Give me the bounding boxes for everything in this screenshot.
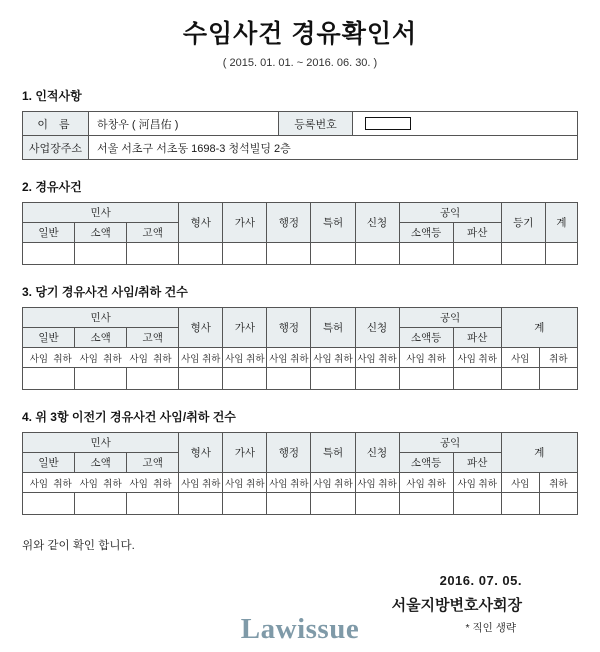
sub-label: 취하	[334, 353, 353, 365]
sub-label-group-family	[223, 473, 267, 493]
sub-label-group-application	[355, 348, 399, 368]
header-civil: 민사	[23, 433, 179, 453]
sub-label-group-public-small	[399, 473, 453, 493]
previous-resign-table	[22, 432, 578, 515]
office-address-label: 사업장주소	[23, 136, 89, 160]
cell-value	[311, 368, 355, 390]
sub-label: 취하	[202, 353, 221, 365]
sub-label-group-criminal	[179, 348, 223, 368]
header-criminal: 형사	[179, 433, 223, 473]
cell-value	[223, 243, 267, 265]
section-personal-info	[22, 87, 578, 160]
cell-value	[399, 243, 453, 265]
sub-label: 취하	[478, 478, 497, 490]
sub-label: 사임	[406, 353, 425, 365]
sub-label: 사임	[79, 478, 98, 490]
cell-value	[399, 493, 453, 515]
sub-label-group-public-bankruptcy	[453, 348, 501, 368]
cell-value	[267, 368, 311, 390]
header-civil-large: 고액	[127, 223, 179, 243]
sub-label: 사임	[457, 353, 476, 365]
header-family: 가사	[223, 308, 267, 348]
header-criminal: 형사	[179, 203, 223, 243]
sub-label: 사임	[269, 478, 288, 490]
cell-value	[179, 493, 223, 515]
sub-label: 취하	[246, 353, 265, 365]
header-row-top	[23, 308, 578, 328]
header-patent: 특허	[311, 308, 355, 348]
header-civil-large: 고액	[127, 453, 179, 473]
sub-label-group-family	[223, 348, 267, 368]
sub-label-group-criminal	[179, 473, 223, 493]
sub-label-group-application	[355, 473, 399, 493]
cell-value	[23, 368, 75, 390]
header-total: 계	[501, 308, 577, 348]
cell-value	[179, 243, 223, 265]
table-row	[23, 243, 578, 265]
sub-label-group-administrative	[267, 348, 311, 368]
sub-label-group-patent	[311, 473, 355, 493]
header-application: 신청	[355, 308, 399, 348]
sub-label: 취하	[246, 478, 265, 490]
sub-label-group-administrative	[267, 473, 311, 493]
table-row	[23, 112, 578, 136]
header-public-interest: 공익	[399, 308, 501, 328]
cell-value	[453, 243, 501, 265]
header-public-bankruptcy: 파산	[453, 223, 501, 243]
sub-label: 사임	[181, 478, 200, 490]
office-address-value: 서울 서초구 서초동 1698-3 청석빌딩 2층	[89, 136, 578, 160]
header-total: 계	[545, 203, 577, 243]
header-public-small: 소액등	[399, 328, 453, 348]
cell-value	[355, 243, 399, 265]
table-row	[23, 136, 578, 160]
reg-number-value	[353, 112, 578, 136]
cell-value	[267, 243, 311, 265]
header-civil: 민사	[23, 308, 179, 328]
cell-value	[355, 493, 399, 515]
header-civil-large: 고액	[127, 328, 179, 348]
sub-label: 사임	[313, 353, 332, 365]
subheader-row-resign-withdraw	[23, 473, 578, 493]
header-public-small: 소액등	[399, 223, 453, 243]
sub-label: 취하	[378, 353, 397, 365]
sub-label: 취하	[53, 353, 72, 365]
cell-value	[223, 368, 267, 390]
signature-seal-note: * 직인 생략	[465, 622, 516, 634]
section1-title: 1. 인적사항	[22, 89, 82, 103]
personal-info-table	[22, 111, 578, 160]
section4-title: 4. 위 3항 이전기 경유사건 사임/취하 건수	[22, 410, 236, 424]
cell-value	[223, 493, 267, 515]
header-public-bankruptcy: 파산	[453, 328, 501, 348]
cell-value	[453, 368, 501, 390]
header-administrative: 행정	[267, 308, 311, 348]
sub-label-total-withdraw: 취하	[539, 473, 577, 493]
cell-value	[23, 493, 75, 515]
sub-label: 사임	[29, 478, 49, 490]
sub-label-group-civil	[23, 348, 179, 368]
sub-label: 사임	[357, 478, 376, 490]
header-row-top	[23, 433, 578, 453]
document-period: ( 2015. 01. 01. ~ 2016. 06. 30. )	[222, 57, 378, 69]
sub-label: 취하	[153, 353, 172, 365]
header-patent: 특허	[311, 203, 355, 243]
sub-label: 취하	[290, 478, 309, 490]
sub-label: 사임	[406, 478, 425, 490]
header-civil-small: 소액	[75, 223, 127, 243]
header-administrative: 행정	[267, 203, 311, 243]
cell-value	[545, 243, 577, 265]
sub-label: 사임	[457, 478, 476, 490]
header-public-interest: 공익	[399, 433, 501, 453]
reg-number-box	[365, 117, 411, 130]
cell-value	[399, 368, 453, 390]
cell-value	[453, 493, 501, 515]
cell-value	[539, 493, 577, 515]
section2-title: 2. 경유사건	[22, 180, 82, 194]
sub-label: 사임	[225, 353, 244, 365]
sub-label: 취하	[478, 353, 497, 365]
sub-label: 취하	[427, 353, 446, 365]
sub-label: 사임	[357, 353, 376, 365]
header-public-interest: 공익	[399, 203, 501, 223]
sub-label: 취하	[290, 353, 309, 365]
header-civil-general: 일반	[23, 328, 75, 348]
sub-label: 사임	[225, 478, 244, 490]
sub-label-group-public-small	[399, 348, 453, 368]
signature-organization: 서울지방변호사회장	[391, 597, 522, 614]
header-civil-general: 일반	[23, 453, 75, 473]
cell-value	[75, 368, 127, 390]
cell-value	[501, 368, 539, 390]
cell-value	[127, 243, 179, 265]
header-application: 신청	[355, 433, 399, 473]
sub-label: 사임	[79, 353, 98, 365]
sub-label: 취하	[334, 478, 353, 490]
current-resign-table	[22, 307, 578, 390]
header-row-top	[23, 203, 578, 223]
cell-value	[501, 493, 539, 515]
name-value: 하창우 ( 河昌佑 )	[89, 112, 279, 136]
sub-label: 취하	[53, 478, 72, 490]
header-civil-small: 소액	[75, 328, 127, 348]
header-civil: 민사	[23, 203, 179, 223]
sub-label-group-civil	[23, 473, 179, 493]
sub-label: 사임	[129, 353, 148, 365]
name-label: 이 름	[23, 112, 89, 136]
sub-label: 사임	[129, 478, 148, 490]
transit-cases-table	[22, 202, 578, 265]
sub-label: 사임	[29, 353, 49, 365]
sub-label: 취하	[103, 353, 122, 365]
closing-note: 위와 같이 확인 합니다.	[22, 540, 135, 552]
header-administrative: 행정	[267, 433, 311, 473]
header-family: 가사	[223, 203, 267, 243]
header-public-bankruptcy: 파산	[453, 453, 501, 473]
sub-label: 취하	[427, 478, 446, 490]
cell-value	[75, 243, 127, 265]
cell-value	[355, 368, 399, 390]
header-family: 가사	[223, 433, 267, 473]
cell-value	[311, 243, 355, 265]
header-public-small: 소액등	[399, 453, 453, 473]
cell-value	[23, 243, 75, 265]
subheader-row-resign-withdraw	[23, 348, 578, 368]
cell-value	[539, 368, 577, 390]
sub-label-group-public-bankruptcy	[453, 473, 501, 493]
cell-value	[75, 493, 127, 515]
cell-value	[501, 243, 545, 265]
sub-label: 취하	[103, 478, 122, 490]
reg-number-label: 등록번호	[279, 112, 353, 136]
sub-label: 사임	[181, 353, 200, 365]
table-row	[23, 368, 578, 390]
section3-title: 3. 당기 경유사건 사임/취하 건수	[22, 285, 188, 299]
sub-label: 취하	[202, 478, 221, 490]
header-total: 계	[501, 433, 577, 473]
watermark-text: Lawissue	[240, 613, 360, 645]
header-application: 신청	[355, 203, 399, 243]
signature-date: 2016. 07. 05.	[439, 573, 522, 588]
header-registration: 등기	[501, 203, 545, 243]
section-previous-resign	[22, 408, 578, 515]
sub-label-total-resign: 사임	[501, 348, 539, 368]
sub-label: 취하	[153, 478, 172, 490]
section-transit-cases	[22, 178, 578, 265]
page-title: 수임사건 경유확인서	[182, 20, 418, 48]
header-criminal: 형사	[179, 308, 223, 348]
sub-label: 취하	[378, 478, 397, 490]
header-civil-small: 소액	[75, 453, 127, 473]
sub-label-total-withdraw: 취하	[539, 348, 577, 368]
cell-value	[311, 493, 355, 515]
watermark	[0, 613, 600, 646]
cell-value	[127, 368, 179, 390]
sub-label-group-patent	[311, 348, 355, 368]
sub-label: 사임	[269, 353, 288, 365]
cell-value	[127, 493, 179, 515]
header-patent: 특허	[311, 433, 355, 473]
sub-label-total-resign: 사임	[501, 473, 539, 493]
table-row	[23, 493, 578, 515]
sub-label: 사임	[313, 478, 332, 490]
section-current-resign	[22, 283, 578, 390]
cell-value	[267, 493, 311, 515]
cell-value	[179, 368, 223, 390]
header-civil-general: 일반	[23, 223, 75, 243]
